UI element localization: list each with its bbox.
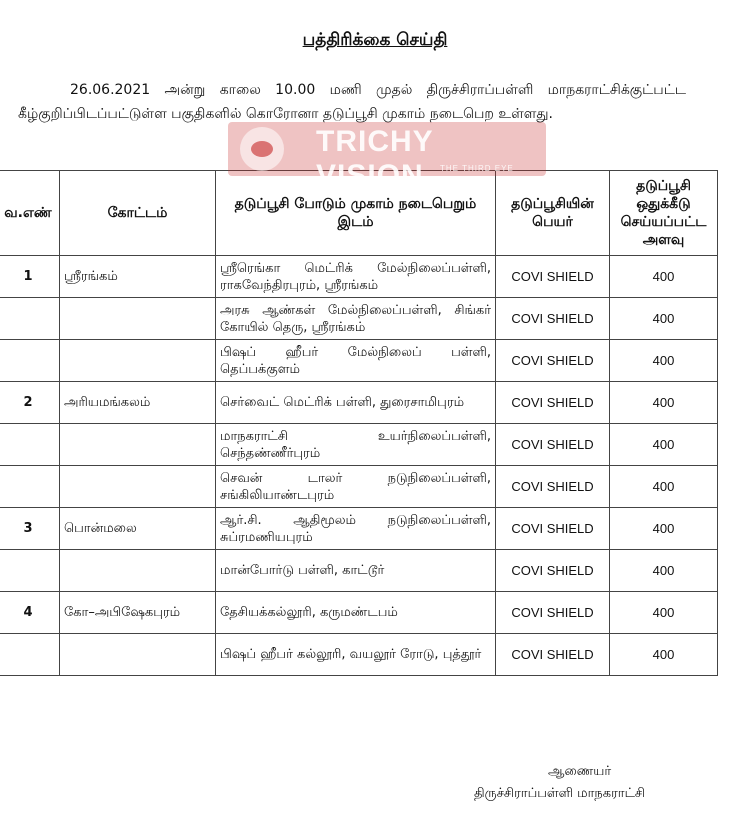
row-venue: அரசு ஆண்கள் மேல்நிலைப்பள்ளி, சிங்கர் கோயில் தெரு, ஸ்ரீரங்கம்	[216, 298, 496, 340]
row-serial	[0, 298, 60, 340]
row-quantity: 400	[610, 298, 718, 340]
row-vaccine: COVI SHIELD	[496, 256, 610, 298]
row-vaccine: COVI SHIELD	[496, 340, 610, 382]
row-quantity: 400	[610, 634, 718, 676]
signature-office: திருச்சிராப்பள்ளி மாநகராட்சி	[474, 786, 646, 801]
table-row	[0, 256, 718, 298]
row-zone	[60, 424, 216, 466]
eye-logo-icon	[240, 127, 284, 171]
row-serial	[0, 550, 60, 592]
table-row	[0, 466, 718, 508]
row-serial: 2	[0, 382, 60, 424]
table-row	[0, 550, 718, 592]
row-vaccine: COVI SHIELD	[496, 382, 610, 424]
table-row	[0, 382, 718, 424]
row-serial: 1	[0, 256, 60, 298]
row-zone: ஸ்ரீரங்கம்	[60, 256, 216, 298]
row-quantity: 400	[610, 382, 718, 424]
table-row	[0, 340, 718, 382]
row-vaccine: COVI SHIELD	[496, 466, 610, 508]
row-vaccine: COVI SHIELD	[496, 508, 610, 550]
row-serial: 3	[0, 508, 60, 550]
row-serial	[0, 466, 60, 508]
row-quantity: 400	[610, 550, 718, 592]
row-zone	[60, 340, 216, 382]
row-zone: பொன்மலை	[60, 508, 216, 550]
signature-designation: ஆணையர்	[548, 764, 612, 779]
header-venue: தடுப்பூசி போடும் முகாம் நடைபெறும் இடம்	[216, 171, 496, 256]
row-serial	[0, 634, 60, 676]
row-vaccine: COVI SHIELD	[496, 424, 610, 466]
row-zone	[60, 466, 216, 508]
row-venue: மாநகராட்சி உயர்நிலைப்பள்ளி, செந்தண்ணீர்புரம்	[216, 424, 496, 466]
row-quantity: 400	[610, 424, 718, 466]
row-quantity: 400	[610, 466, 718, 508]
row-venue: தேசியக்கல்லூரி, கருமண்டபம்	[216, 592, 496, 634]
intro-date: 26.06.2021	[70, 82, 151, 98]
row-zone	[60, 298, 216, 340]
row-zone	[60, 550, 216, 592]
row-quantity: 400	[610, 340, 718, 382]
row-zone: அரியமங்கலம்	[60, 382, 216, 424]
row-serial	[0, 424, 60, 466]
table-row	[0, 298, 718, 340]
table-row	[0, 592, 718, 634]
row-serial	[0, 340, 60, 382]
header-vaccine: தடுப்பூசியின் பெயர்	[496, 171, 610, 256]
intro-paragraph	[18, 78, 686, 126]
page-title: பத்திரிக்கை செய்தி	[302, 30, 448, 50]
row-venue: மான்போர்டு பள்ளி, காட்டூர்	[216, 550, 496, 592]
row-venue: ஸ்ரீரெங்கா மெட்ரிக் மேல்நிலைப்பள்ளி, ராகவேந்திரபுரம், ஸ்ரீரங்கம்	[216, 256, 496, 298]
table-row	[0, 424, 718, 466]
row-venue: பிஷப் ஹீபர் கல்லூரி, வயலூர் ரோடு, புத்தூர்	[216, 634, 496, 676]
row-vaccine: COVI SHIELD	[496, 634, 610, 676]
row-quantity: 400	[610, 592, 718, 634]
row-quantity: 400	[610, 508, 718, 550]
header-zone: கோட்டம்	[60, 171, 216, 256]
row-serial: 4	[0, 592, 60, 634]
watermark-name: TRICHY VISION	[316, 125, 434, 192]
row-vaccine: COVI SHIELD	[496, 298, 610, 340]
row-venue: பிஷப் ஹீபர் மேல்நிலைப் பள்ளி, தெப்பக்குளம்	[216, 340, 496, 382]
vaccination-camp-table	[0, 170, 718, 676]
header-serial: வ.எண்	[0, 171, 60, 256]
row-zone	[60, 634, 216, 676]
row-venue: செர்வைட் மெட்ரிக் பள்ளி, துரைசாமிபுரம்	[216, 382, 496, 424]
row-quantity: 400	[610, 256, 718, 298]
row-zone: கோ–அபிஷேகபுரம்	[60, 592, 216, 634]
table-row	[0, 634, 718, 676]
table-row	[0, 508, 718, 550]
row-vaccine: COVI SHIELD	[496, 592, 610, 634]
trichy-vision-watermark	[228, 122, 546, 192]
row-venue: செவன் டாலர் நடுநிலைப்பள்ளி, சங்கிலியாண்டபுரம்	[216, 466, 496, 508]
intro-text: அன்று காலை 10.00 மணி முதல் திருச்சிராப்பள்ளி மாநகராட்சிக்குட்பட்ட கீழ்குறிப்பிடப்பட்டுள்ள பகுதிகளில் கொரோனா தடுப்பூசி முகாம் நடைபெற உள்ளது.	[18, 82, 686, 122]
watermark-tagline: THE THIRD EYE	[440, 164, 514, 173]
row-vaccine: COVI SHIELD	[496, 550, 610, 592]
header-quantity: தடுப்பூசி ஒதுக்கீடு செய்யப்பட்ட அளவு	[610, 171, 718, 256]
row-venue: ஆர்.சி. ஆதிமூலம் நடுநிலைப்பள்ளி, சுப்ரமணியபுரம்	[216, 508, 496, 550]
